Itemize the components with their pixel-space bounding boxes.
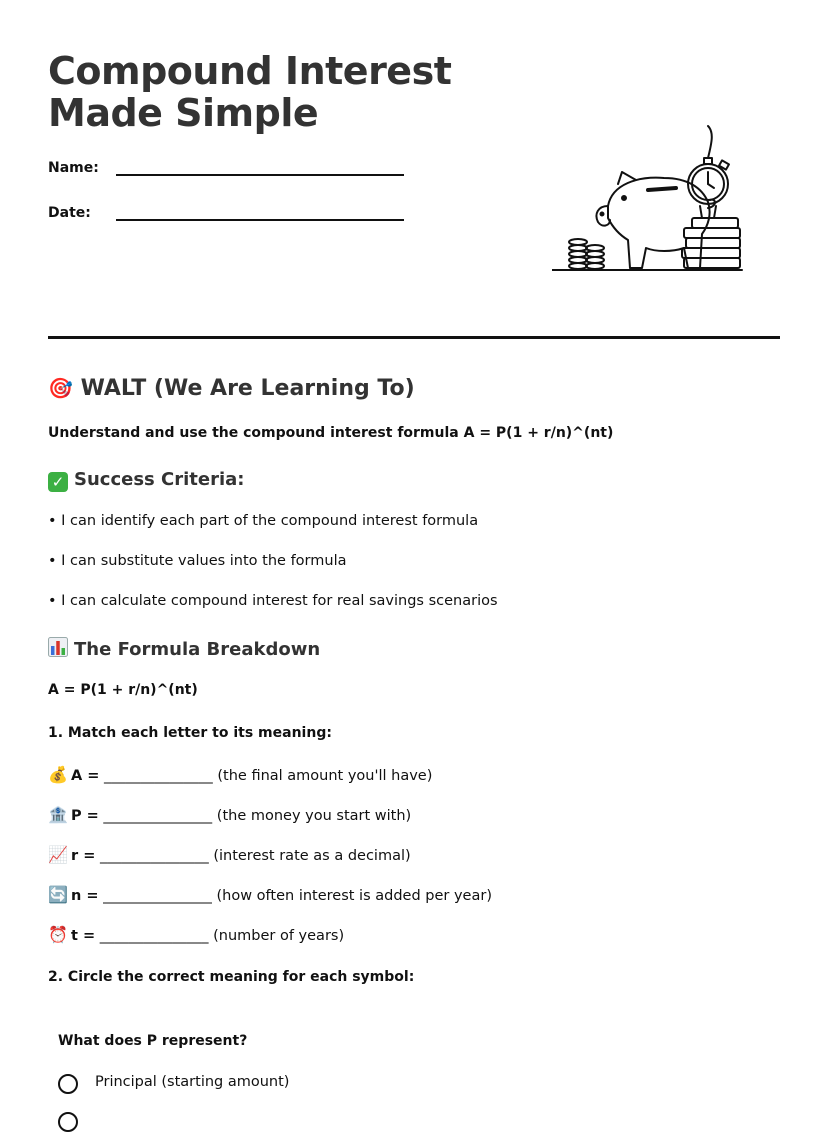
criteria-item-3: • I can calculate compound interest for real savings scenarios (48, 593, 498, 609)
alarm-clock-icon: ⏰ (48, 925, 68, 944)
match-row-p (48, 805, 411, 824)
formula-heading-text: The Formula Breakdown (74, 639, 321, 660)
letter-t: t = (71, 928, 96, 944)
match-row-a (48, 765, 432, 784)
money-bag-icon: 💰 (48, 765, 68, 784)
letter-p: P = (71, 808, 99, 824)
pig-icon (596, 172, 715, 268)
coin-stack-icon (569, 239, 604, 269)
letter-r: r = (71, 848, 96, 864)
walt-heading (48, 376, 415, 401)
name-input-line[interactable] (116, 174, 404, 176)
target-icon: 🎯 (48, 376, 73, 400)
success-heading-text: Success Criteria: (74, 469, 245, 490)
match-row-p-text: _______________ (the money you start with) (98, 808, 412, 824)
cycle-icon: 🔄 (48, 885, 68, 904)
walt-objective: Understand and use the compound interest formula A = P(1 + r/n)^(nt) (48, 425, 614, 441)
chart-up-icon: 📈 (48, 845, 68, 864)
page-title (48, 50, 468, 134)
bank-icon: 🏦 (48, 805, 68, 824)
name-field (48, 160, 99, 176)
stopwatch-icon (688, 126, 729, 218)
date-label: Date: (48, 205, 91, 221)
letter-a: A = (71, 768, 100, 784)
section-divider (48, 336, 780, 339)
match-row-r (48, 845, 411, 864)
match-row-t-text: _______________ (number of years) (95, 928, 345, 944)
date-field (48, 205, 91, 221)
question-1: 1. Match each letter to its meaning: (48, 725, 332, 741)
formula-equation: A = P(1 + r/n)^(nt) (48, 682, 198, 698)
name-label: Name: (48, 160, 99, 176)
radio-option-principal[interactable] (58, 1074, 78, 1094)
piggy-bank-illustration (552, 122, 748, 274)
title-line-1: Compound Interest (48, 49, 452, 93)
radio-option-next[interactable] (58, 1112, 78, 1132)
book-stack-icon (682, 218, 740, 268)
option-principal-label: Principal (starting amount) (95, 1074, 290, 1090)
title-line-2: Made Simple (48, 91, 319, 135)
walt-heading-text: WALT (We Are Learning To) (80, 376, 415, 401)
match-row-t (48, 925, 344, 944)
date-input-line[interactable] (116, 219, 404, 221)
success-criteria-heading (48, 469, 244, 492)
sub-question-p: What does P represent? (58, 1033, 248, 1049)
match-row-n-text: _______________ (how often interest is added per year) (98, 888, 492, 904)
bar-chart-icon (48, 637, 68, 657)
letter-n: n = (71, 888, 99, 904)
criteria-item-1: • I can identify each part of the compound interest formula (48, 513, 479, 529)
question-2: 2. Circle the correct meaning for each symbol: (48, 969, 415, 985)
formula-breakdown-heading (48, 637, 320, 660)
check-box-icon: ✓ (48, 472, 68, 492)
match-row-a-text: _______________ (the final amount you'll have) (99, 768, 433, 784)
match-row-n (48, 885, 492, 904)
match-row-r-text: _______________ (interest rate as a decimal) (95, 848, 411, 864)
criteria-item-2: • I can substitute values into the formula (48, 553, 347, 569)
